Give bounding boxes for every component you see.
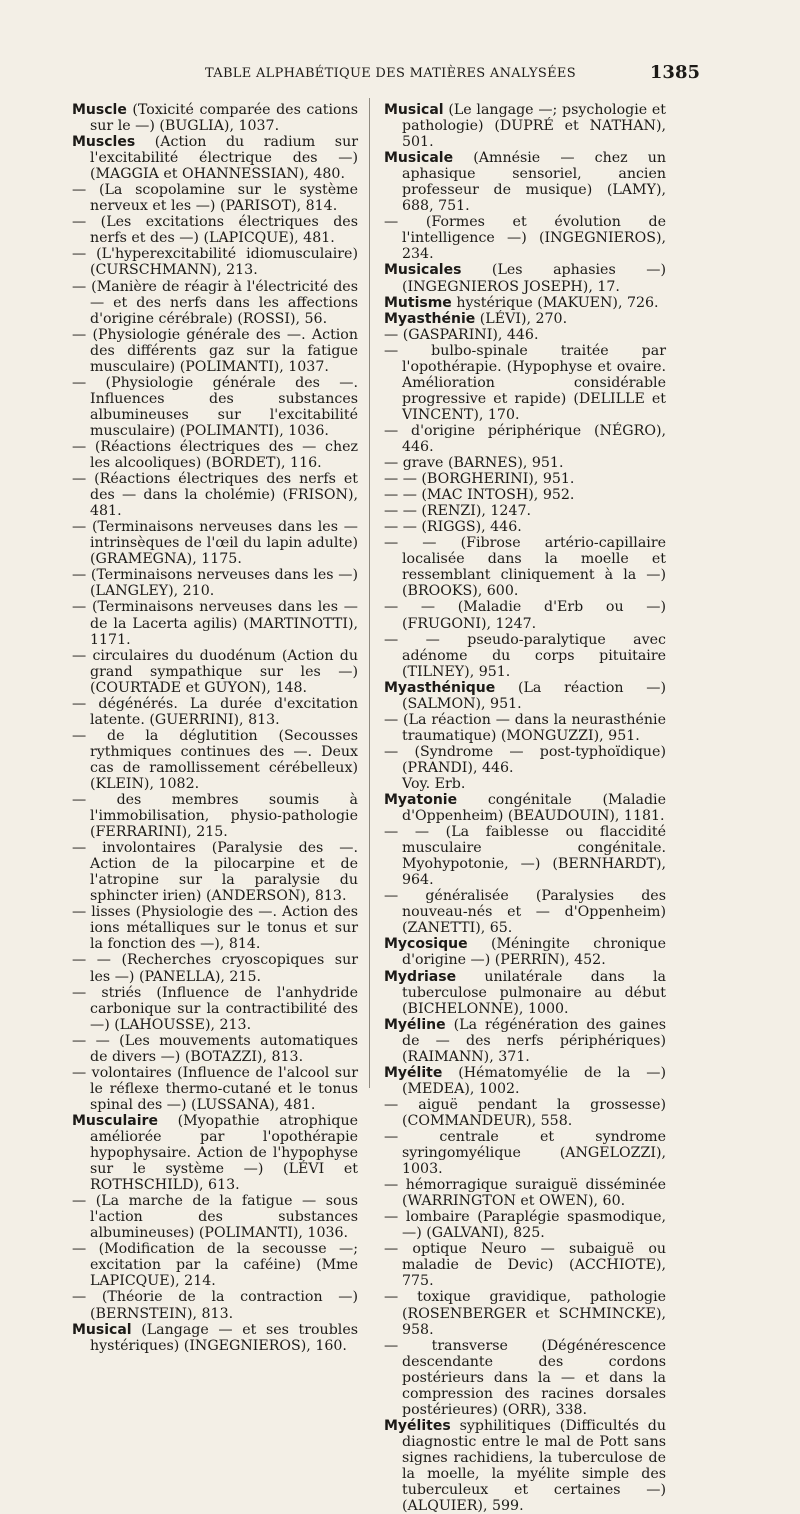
index-entry [384, 888, 666, 936]
index-entry [72, 1322, 358, 1354]
entry-text: — lombaire (Paraplégie spasmodique, —) (GALVANI), 825. [384, 1209, 666, 1242]
entry-text: — — (Fibrose artério-capillaire localisée dans la moelle et ressemblant cliniquement à la —) (BROOKS), 600. [384, 535, 666, 600]
index-entry [384, 969, 666, 1017]
entry-text: — (L'hyperexcitabilité idiomusculaire) (CURSCHMANN), 213. [72, 246, 358, 279]
index-entry [384, 792, 666, 824]
entry-text: — (Les excitations électriques des nerfs et des —) (LAPICQUE), 481. [72, 214, 358, 247]
index-entry [384, 262, 666, 294]
entry-text: — d'origine périphérique (NÉGRO), 446. [384, 422, 666, 455]
entry-text: (Amnésie — chez un aphasique sensoriel, ancien professeur de musique) (LAMY), 688, 751. [402, 150, 666, 215]
index-entry [72, 728, 358, 792]
index-entry [384, 503, 666, 519]
index-column-right [384, 102, 666, 1514]
index-entry [72, 375, 358, 439]
index-entry [72, 102, 358, 134]
index-entry [72, 182, 358, 214]
entry-text: (Hématomyélie de la —) (MEDEA), 1002. [402, 1064, 666, 1097]
index-entry [384, 423, 666, 455]
entry-text: — transverse (Dégénérescence descendante des cordons postérieurs dans la — et dans la compression des racines dorsales postérieures) (ORR), 338. [384, 1337, 666, 1418]
entry-text: — (Physiologie générale des —. Action des différents gaz sur la fatigue musculaire) (POLIMANTI), 1037. [72, 326, 358, 375]
index-entry [384, 680, 666, 712]
entry-text: — involontaires (Paralysie des —. Action de la pilocarpine et de l'atropine sur la paralysie du sphincter irien) (ANDERSON), 813. [72, 840, 358, 905]
index-entry [72, 246, 358, 278]
entry-text: (Le langage —; psychologie et pathologie) (DUPRÉ et NATHAN), 501. [402, 102, 666, 151]
entry-headword: Mydriase [384, 968, 457, 985]
index-entry [384, 776, 666, 792]
entry-text: syphilitiques (Difficultés du diagnostic entre le mal de Pott sans signes rachidiens, la tuberculose de la moelle, la myélite simple des tuberculeux et certaines —) (ALQUIER), 599. [402, 1417, 666, 1514]
index-entry [384, 150, 666, 214]
index-entry [72, 952, 358, 984]
entry-text: — des membres soumis à l'immobilisation, physio-pathologie (FERRARINI), 215. [72, 792, 358, 841]
entry-text: unilatérale dans la tuberculose pulmonaire au début (BICHELONNE), 1000. [402, 968, 666, 1017]
entry-headword: Musical [72, 1321, 132, 1338]
entry-text: (Langage — et ses troubles hystériques) (INGEGNIEROS), 160. [90, 1321, 358, 1354]
entry-text: — (Théorie de la contraction —) (BERNSTEIN), 813. [72, 1289, 358, 1322]
entry-text: — volontaires (Influence de l'alcool sur le réflexe thermo-cutané et le tonus spinal des —) (LUSSANA), 481. [72, 1064, 358, 1113]
entry-text: — (Formes et évolution de l'intelligence —) (INGEGNIEROS), 234. [384, 214, 666, 263]
index-entry [72, 214, 358, 246]
entry-text: (LÉVI), 270. [475, 310, 568, 327]
entry-text: — lisses (Physiologie des —. Action des ions métalliques sur le tonus et sur la fonction des —), 814. [72, 904, 358, 953]
entry-text: — dégénérés. La durée d'excitation latente. (GUERRINI), 813. [72, 695, 358, 728]
entry-text: — (Réactions électriques des — chez les alcooliques) (BORDET), 116. [72, 438, 358, 472]
entry-text: (Les aphasies —) (INGEGNIEROS JOSEPH), 17. [402, 262, 666, 295]
entry-text: — (Réactions électriques des nerfs et des — dans la cholémie) (FRISON), 481. [72, 471, 358, 520]
index-entry [384, 1017, 666, 1065]
entry-text: — (GASPARINI), 446. [384, 326, 539, 343]
entry-headword: Musculaire [72, 1112, 158, 1129]
index-entry [72, 519, 358, 567]
column-divider [369, 98, 370, 1088]
entry-text: — (La marche de la fatigue — sous l'action des substances albumineuses) (POLIMANTI), 1036. [72, 1193, 358, 1242]
entry-text: — — (MAC INTOSH), 952. [384, 487, 575, 504]
page-number: 1385 [649, 62, 700, 83]
entry-headword: Musicale [384, 150, 454, 167]
entry-text: — bulbo-spinale traitée par l'opothérapie. (Hypophyse et ovaire. Amélioration considérable progressive et rapide) (DELILLE et VINCENT), 170. [384, 342, 666, 423]
index-entry [72, 840, 358, 904]
entry-text: hystérique (MAKUEN), 726. [451, 294, 659, 311]
entry-headword: Muscles [72, 134, 136, 151]
entry-text: — (Syndrome — post-typhoïdique) (PRANDI), 446. [384, 743, 666, 776]
index-entry [384, 1418, 666, 1514]
index-entry [384, 1129, 666, 1177]
index-entry [384, 311, 666, 327]
entry-text: — généralisée (Paralysies des nouveau-nés et — d'Oppenheim) (ZANETTI), 65. [384, 888, 666, 937]
entry-headword: Mycosique [384, 936, 468, 953]
entry-text: — (Terminaisons nerveuses dans les — de la Lacerta agilis) (MARTINOTTI), 1171. [72, 599, 358, 648]
entry-text: — (La réaction — dans la neurasthénie traumatique) (MONGUZZI), 951. [384, 711, 666, 744]
index-entry [384, 1241, 666, 1289]
entry-text: (Myopathie atrophique améliorée par l'opothérapie hypophysaire. Action de l'hypophyse sur le système —) (LÉVI et ROTHSCHILD), 613. [90, 1112, 358, 1194]
index-entry [384, 1289, 666, 1337]
entry-headword: Myélite [384, 1064, 443, 1081]
entry-text: — (La scopolamine sur le système nerveux et les —) (PARISOT), 814. [72, 182, 358, 215]
entry-text: — circulaires du duodénum (Action du grand sympathique sur les —) (COURTADE et GUYON), 148. [72, 647, 358, 696]
index-entry [384, 744, 666, 776]
index-entry [384, 1097, 666, 1129]
index-entry [72, 1241, 358, 1289]
entry-text: (Méningite chronique d'origine —) (PERRIN), 452. [402, 936, 666, 969]
index-entry [384, 455, 666, 471]
index-entry [384, 102, 666, 150]
entry-text: (La réaction —) (SALMON), 951. [402, 679, 666, 712]
entry-text: — (Terminaisons nerveuses dans les —) (LANGLEY), 210. [72, 567, 358, 600]
index-entry [384, 519, 666, 535]
index-entry [72, 696, 358, 728]
index-entry [384, 343, 666, 423]
entry-text: — — (Maladie d'Erb ou —) (FRUGONI), 1247. [384, 599, 666, 632]
entry-text: (Toxicité comparée des cations sur le —) (BUGLIA), 1037. [90, 102, 358, 135]
entry-text: — de la déglutition (Secousses rythmiques continues des —. Deux cas de ramollissement cérébelleux) (KLEIN), 1082. [72, 727, 358, 792]
index-entry [384, 327, 666, 343]
running-title: TABLE ALPHABÉTIQUE DES MATIÈRES ANALYSÉES [205, 66, 576, 81]
entry-headword: Musicales [384, 262, 462, 279]
entry-text: — — (Les mouvements automatiques de divers —) (BOTAZZI), 813. [72, 1032, 358, 1065]
entry-text: (Action du radium sur l'excitabilité électrique des —) (MAGGIA et OHANNESSIAN), 480. [90, 134, 358, 183]
index-entry [384, 824, 666, 888]
index-entry [72, 567, 358, 599]
index-entry [384, 1209, 666, 1241]
index-entry [72, 134, 358, 182]
entry-text: — — (La faiblesse ou flaccidité musculaire congénitale. Myohypotonie, —) (BERNHARDT), 964. [384, 824, 666, 889]
index-entry [384, 295, 666, 311]
index-entry [384, 471, 666, 487]
index-entry [72, 1065, 358, 1113]
index-entry [72, 1033, 358, 1065]
entry-text: — centrale et syndrome syringomyélique (ANGELOZZI), 1003. [384, 1129, 666, 1178]
entry-text: — aiguë pendant la grossesse) (COMMANDEUR), 558. [384, 1096, 666, 1129]
entry-headword: Musical [384, 102, 444, 118]
index-entry [72, 792, 358, 840]
index-entry [384, 214, 666, 262]
index-entry [72, 1113, 358, 1193]
entry-text: — optique Neuro — subaiguë ou maladie de Devic) (ACCHIOTE), 775. [384, 1241, 666, 1290]
entry-text: congénitale (Maladie d'Oppenheim) (BEAUDOUIN), 1181. [402, 792, 666, 825]
index-entry [72, 327, 358, 375]
index-entry [72, 648, 358, 696]
entry-text: — (Physiologie générale des —. Influences des substances albumineuses sur l'excitabilité musculaire) (POLIMANTI), 1036. [72, 374, 358, 439]
index-entry [384, 1338, 666, 1418]
index-entry [384, 599, 666, 631]
entry-text: — — (RIGGS), 446. [384, 519, 522, 536]
entry-text: (La régénération des gaines de — des nerfs périphériques) (RAIMANN), 371. [402, 1016, 666, 1065]
index-entry [72, 471, 358, 519]
index-entry [72, 599, 358, 647]
entry-text: — — (Recherches cryoscopiques sur les —) (PANELLA), 215. [72, 952, 358, 985]
index-entry [384, 535, 666, 599]
entry-text: — grave (BARNES), 951. [384, 455, 564, 472]
index-entry [384, 712, 666, 744]
index-entry [384, 1065, 666, 1097]
index-entry [384, 632, 666, 680]
index-entry [384, 1177, 666, 1209]
entry-text: — — (RENZI), 1247. [384, 503, 532, 520]
index-entry [72, 985, 358, 1033]
entry-text: — striés (Influence de l'anhydride carbonique sur la contractibilité des —) (LAHOUSSE), 213. [72, 984, 358, 1033]
index-entry [384, 936, 666, 968]
entry-text: — — pseudo-paralytique avec adénome du corps pituitaire (TILNEY), 951. [384, 631, 666, 680]
index-entry [384, 487, 666, 503]
entry-headword: Mutisme [384, 294, 452, 311]
entry-text: — hémorragique suraiguë disséminée (WARRINGTON et OWEN), 60. [384, 1177, 666, 1210]
index-entry [72, 279, 358, 327]
entry-headword: Myasthénique [384, 679, 496, 696]
index-entry [72, 439, 358, 471]
entry-headword: Myatonie [384, 792, 458, 809]
entry-text: — toxique gravidique, pathologie (ROSENBERGER et SCHMINCKE), 958. [384, 1289, 666, 1338]
entry-headword: Myélites [384, 1417, 451, 1434]
entry-text: — — (BORGHERINI), 951. [384, 471, 575, 488]
entry-text: — (Modification de la secousse —; excitation par la caféine) (Mme LAPICQUE), 214. [72, 1241, 358, 1290]
index-column-left [72, 102, 358, 1354]
entry-headword: Myéline [384, 1016, 446, 1033]
entry-text: — (Manière de réagir à l'électricité des — et des nerfs dans les affections d'origine cérébrale) (ROSSI), 56. [72, 278, 358, 327]
entry-headword: Myasthénie [384, 310, 476, 327]
index-entry [72, 1289, 358, 1321]
entry-text: Voy. Erb. [402, 775, 466, 792]
entry-text: — (Terminaisons nerveuses dans les — intrinsèques de l'œil du lapin adulte) (GRAMEGNA), 1175. [72, 519, 358, 568]
page-header [60, 62, 700, 86]
index-entry [72, 904, 358, 952]
entry-headword: Muscle [72, 102, 127, 118]
index-entry [72, 1193, 358, 1241]
